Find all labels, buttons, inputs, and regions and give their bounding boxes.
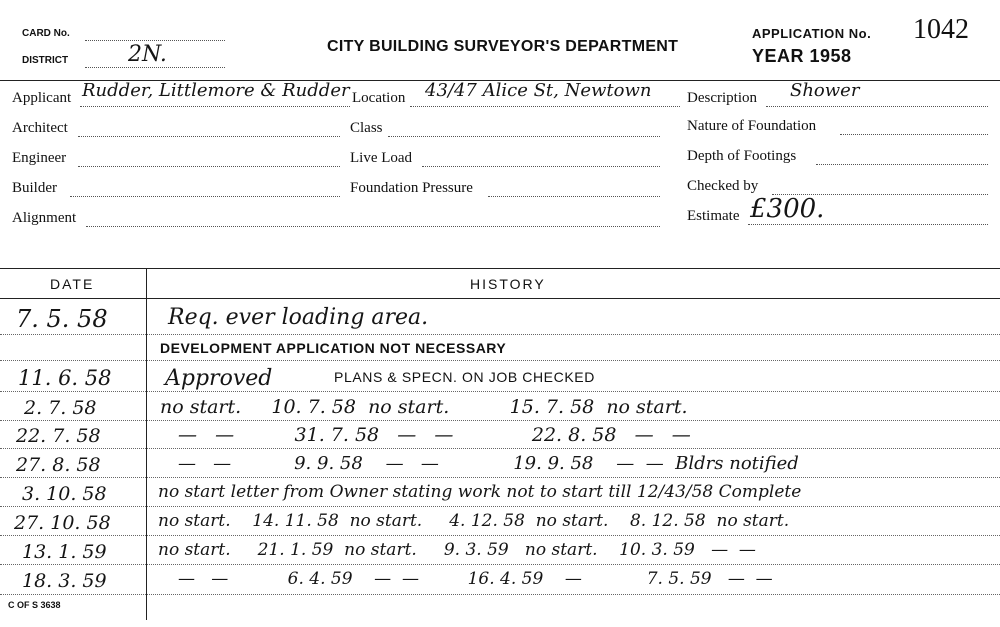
- date-column-divider: [146, 268, 147, 620]
- row-divider: [0, 334, 1000, 335]
- history-date: 22. 7. 58: [16, 425, 101, 447]
- history-entry: no start. 10. 7. 58 no start. 15. 7. 58 no start.: [160, 396, 688, 418]
- architect-label: Architect: [12, 120, 68, 136]
- row-divider: [0, 448, 1000, 449]
- foundation-pressure-label: Foundation Pressure: [350, 180, 473, 196]
- application-number: 1042: [913, 14, 969, 45]
- alignment-label: Alignment: [12, 210, 77, 226]
- row-divider: [0, 391, 1000, 392]
- history-stamp: PLANS & SPECN. ON JOB CHECKED: [334, 369, 595, 385]
- district-label: DISTRICT: [22, 55, 69, 66]
- row-divider: [0, 594, 1000, 595]
- history-date: 7. 5. 58: [16, 305, 108, 333]
- history-entry: no start. 14. 11. 58 no start. 4. 12. 58 no start. 8. 12. 58 no start.: [158, 511, 790, 531]
- card-no-line: [85, 40, 225, 41]
- history-date: 27. 10. 58: [14, 512, 111, 534]
- class-label: Class: [350, 120, 383, 136]
- applicant-value: Rudder, Littlemore & Rudder: [82, 80, 350, 101]
- depth-of-footings-line: [816, 164, 988, 165]
- row-divider: [0, 564, 1000, 565]
- nature-of-foundation-label: Nature of Foundation: [687, 118, 817, 134]
- history-entry: Approved: [165, 366, 273, 391]
- history-header-rule: [0, 298, 1000, 299]
- application-label: APPLICATION No.: [752, 26, 872, 41]
- description-label: Description: [687, 90, 757, 106]
- location-value: 43/47 Alice St, Newtown: [425, 80, 652, 101]
- alignment-line: [86, 226, 660, 227]
- builder-label: Builder: [12, 180, 57, 196]
- history-date: 13. 1. 59: [22, 541, 107, 563]
- row-divider: [0, 420, 1000, 421]
- year-label: YEAR 1958: [752, 46, 852, 66]
- department-title: CITY BUILDING SURVEYOR'S DEPARTMENT: [327, 38, 679, 55]
- district-line: [85, 67, 225, 68]
- history-entry: — — 9. 9. 58 — — 19. 9. 58 — — Bldrs notified: [178, 453, 799, 474]
- history-date: 18. 3. 59: [22, 570, 107, 592]
- description-line: [766, 106, 988, 107]
- engineer-line: [78, 166, 340, 167]
- history-entry: Req. ever loading area.: [168, 305, 429, 330]
- nature-of-foundation-line: [840, 134, 988, 135]
- history-date: 3. 10. 58: [22, 483, 107, 505]
- history-entry: no start. 21. 1. 59 no start. 9. 3. 59 no start. 10. 3. 59 — —: [158, 540, 756, 560]
- history-date: 2. 7. 58: [24, 397, 97, 419]
- engineer-label: Engineer: [12, 150, 67, 166]
- live-load-line: [422, 166, 660, 167]
- live-load-label: Live Load: [350, 150, 413, 166]
- history-entry: — — 31. 7. 58 — — 22. 8. 58 — —: [178, 424, 691, 446]
- estimate-line: [748, 224, 988, 225]
- row-divider: [0, 477, 1000, 478]
- history-date: 11. 6. 58: [18, 366, 112, 390]
- form-code: C OF S 3638: [8, 600, 61, 610]
- architect-line: [78, 136, 340, 137]
- history-entry: — — 6. 4. 59 — — 16. 4. 59 — 7. 5. 59 — —: [178, 569, 773, 589]
- class-line: [388, 136, 660, 137]
- description-value: Shower: [790, 80, 860, 101]
- applicant-line: [80, 106, 350, 107]
- checked-by-label: Checked by: [687, 178, 759, 194]
- depth-of-footings-label: Depth of Footings: [687, 148, 797, 164]
- row-divider: [0, 506, 1000, 507]
- card-no-label: CARD No.: [22, 28, 70, 39]
- history-entry: no start letter from Owner stating work not to start till 12/43/58 Complete: [158, 482, 802, 502]
- foundation-pressure-line: [488, 196, 660, 197]
- date-header: DATE: [50, 276, 95, 292]
- builder-line: [70, 196, 340, 197]
- location-line: [410, 106, 680, 107]
- history-top-rule: [0, 268, 1000, 269]
- estimate-label: Estimate: [687, 208, 740, 224]
- estimate-value: £300.: [750, 194, 825, 224]
- applicant-label: Applicant: [12, 90, 72, 106]
- district-value: 2N.: [128, 42, 167, 67]
- row-divider: [0, 535, 1000, 536]
- history-header: HISTORY: [470, 276, 546, 292]
- location-label: Location: [352, 90, 406, 106]
- history-date: 27. 8. 58: [16, 454, 101, 476]
- row-divider: [0, 360, 1000, 361]
- history-stamp: DEVELOPMENT APPLICATION NOT NECESSARY: [160, 340, 507, 356]
